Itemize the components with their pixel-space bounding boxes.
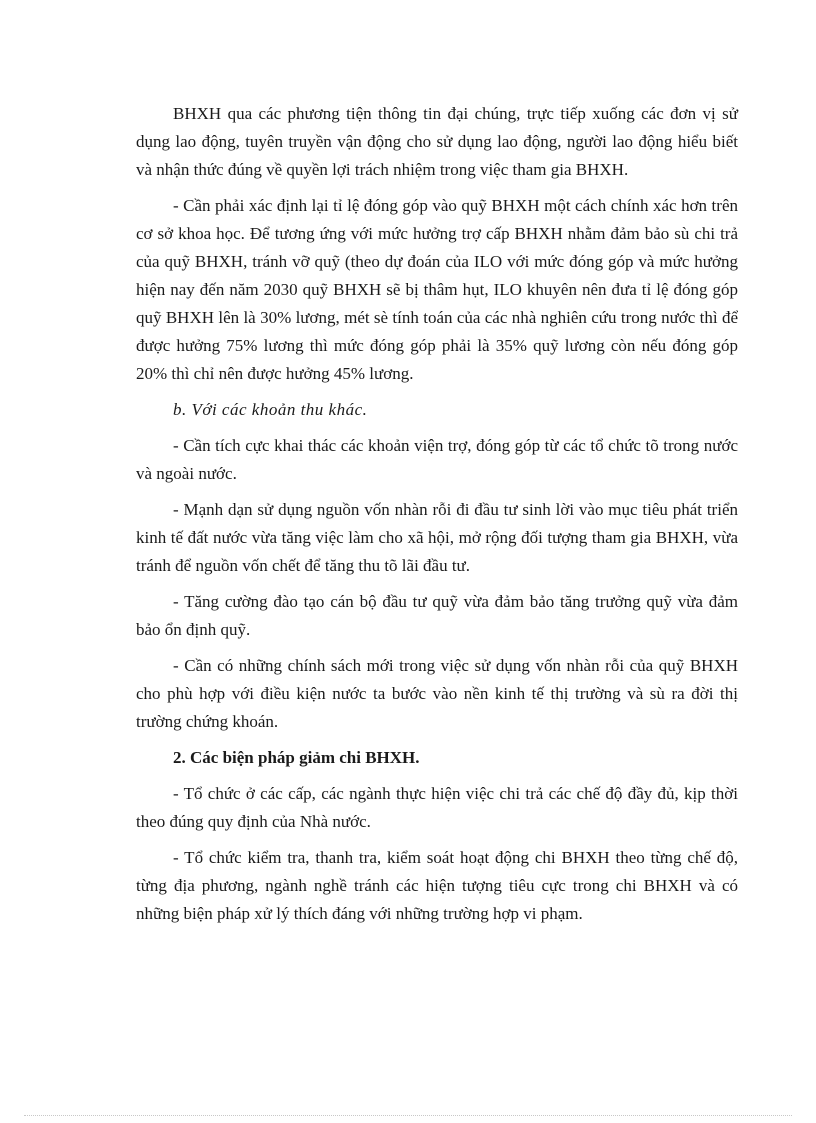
document-body [136,100,738,936]
paragraph-policy: - Cần có những chính sách mới trong việc sử dụng vốn nhàn rỗi của quỹ BHXH cho phù hợp với điều kiện nước ta bước vào nền kinh tế thị trường và sù ra đời thị trường chứng khoán. [136,656,738,731]
paragraph-investment: - Mạnh dạn sử dụng nguồn vốn nhàn rỗi đi đầu tư sinh lời vào mục tiêu phát triển kinh tế đất nước vừa tăng việc làm cho xã hội, mở rộng đối tượng tham gia BHXH, vừa tránh để nguồn vốn chết để tăng thu tõ lãi đầu tư. [136,500,738,575]
subheading-other-revenue: b. Với các khoản thu khác. [173,400,368,419]
paragraph-payment-organization: - Tổ chức ở các cấp, các ngành thực hiện việc chi trả các chế độ đầy đủ, kịp thời theo đúng quy định của Nhà nước. [136,784,738,831]
paragraph-intro: BHXH qua các phương tiện thông tin đại chúng, trực tiếp xuống các đơn vị sử dụng lao động, tuyên truyền vận động cho sử dụng lao động, người lao động hiểu biết và nhận thức đúng về quyền lợi trách nhiệm trong việc tham gia BHXH. [136,104,738,179]
section-heading-reduce-spending: 2. Các biện pháp giảm chi BHXH. [173,748,420,767]
page-bottom-divider [24,1115,792,1116]
paragraph-inspection: - Tổ chức kiểm tra, thanh tra, kiểm soát hoạt động chi BHXH theo từng chế độ, từng địa phương, ngành nghề tránh các hiện tượng tiêu cực trong chi BHXH và có những biện pháp xử lý thích đáng với những trường hợp vi phạm. [136,848,738,923]
paragraph-aid: - Cần tích cực khai thác các khoản viện trợ, đóng góp từ các tổ chức tõ trong nước và ngoài nước. [136,436,738,483]
paragraph-contribution-rate: - Cần phải xác định lại tỉ lệ đóng góp vào quỹ BHXH một cách chính xác hơn trên cơ sở khoa học. Để tương ứng với mức hưởng trợ cấp BHXH nhằm đảm bảo sù chi trả của quỹ BHXH, tránh vỡ quỹ (theo dự đoán của ILO với mức đóng góp và mức hưởng hiện nay đến năm 2030 quỹ BHXH sẽ bị thâm hụt, ILO khuyên nên đưa tỉ lệ đóng góp quỹ BHXH lên là 30% lương, mét sè tính toán của các nhà nghiên cứu trong nước thì để được hưởng 75% lương thì mức đóng góp phải là 35% quỹ lương còn nếu đóng góp 20% thì chỉ nên được hưởng 45% lương. [136,196,738,383]
paragraph-training: - Tăng cường đào tạo cán bộ đầu tư quỹ vừa đảm bảo tăng trưởng quỹ vừa đảm bảo ổn định quỹ. [136,592,738,639]
